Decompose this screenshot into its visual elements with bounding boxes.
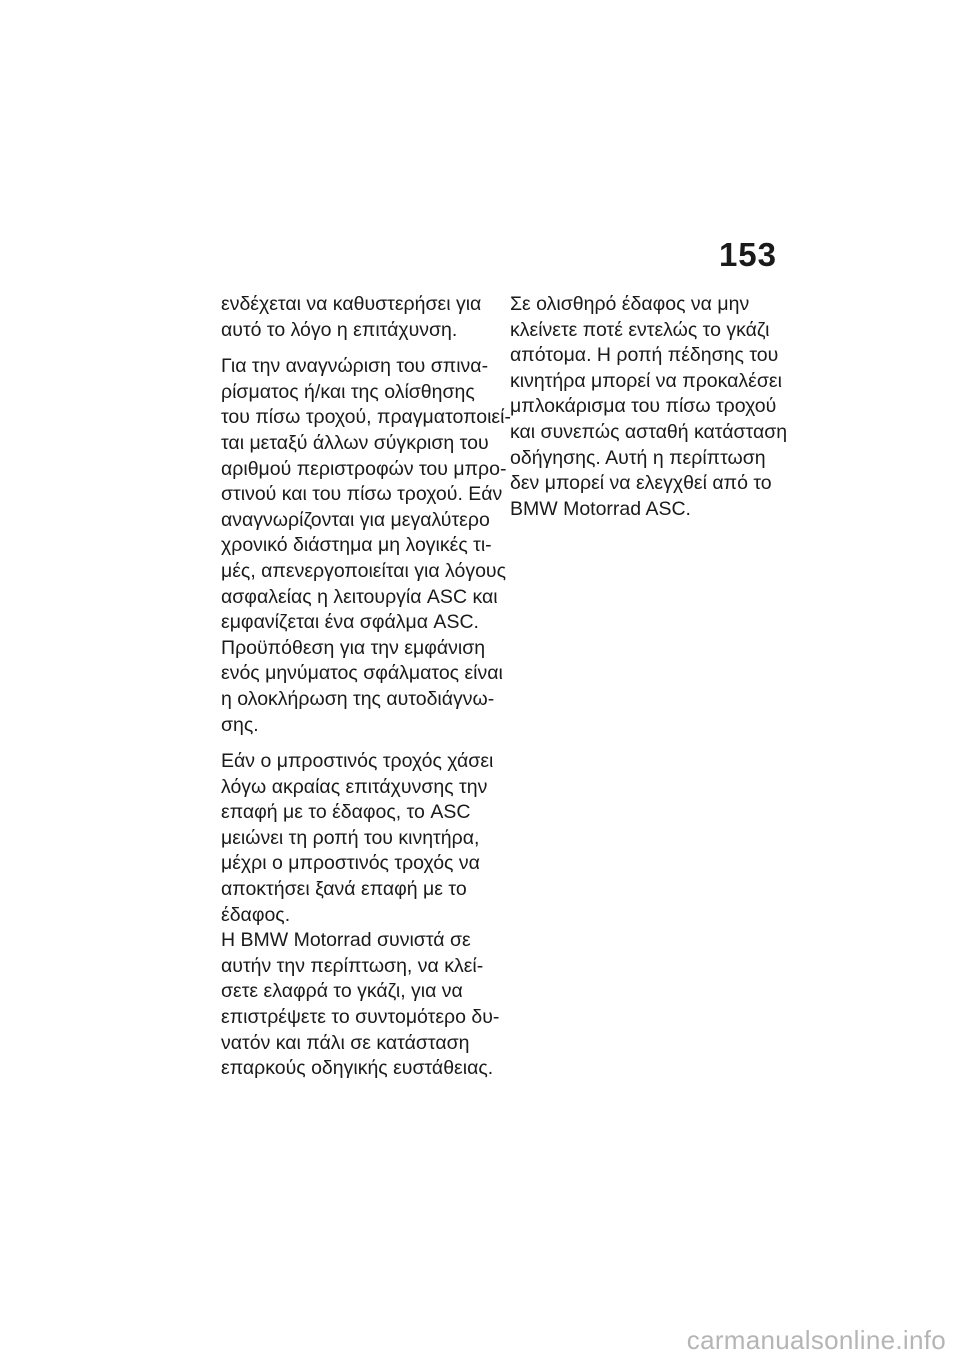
text-line: μπλοκάρισμα του πίσω τροχού [510, 395, 777, 418]
text-line: του πίσω τροχού, πραγματοποιεί- [221, 406, 511, 429]
text-line: μέχρι ο μπροστινός τροχός να [221, 852, 480, 875]
text-line: BMW Motorrad ASC. [510, 497, 691, 520]
paragraph [221, 928, 507, 1082]
text-line: αυτό το λόγο η επιτάχυνση. [221, 318, 458, 341]
text-line: Σε ολισθηρό έδαφος να μην [510, 293, 750, 315]
text-line: στινού και του πίσω τροχού. Εάν [221, 483, 503, 506]
text-line: χρονικό διάστημα μη λογικές τι- [221, 534, 492, 557]
text-line: σετε ελαφρά το γκάζι, για να [221, 980, 463, 1003]
text-line: κλείνετε ποτέ εντελώς το γκάζι [510, 318, 770, 341]
left-column [221, 292, 511, 1082]
text-line: νατόν και πάλι σε κατάσταση [221, 1031, 470, 1054]
text-line: Για την αναγνώριση του σπινα- [221, 355, 489, 378]
text-line: ενός μηνύματος σφάλματος είναι [221, 662, 503, 685]
text-line: επιστρέψετε το συντομότερο δυ- [221, 1006, 500, 1029]
text-line: αναγνωρίζονται για μεγαλύτερο [221, 508, 490, 531]
text-line: Η BMW Motorrad συνιστά σε [221, 929, 471, 952]
text-line: αποκτήσει ξανά επαφή με το [221, 878, 467, 901]
text-line: έδαφος. [221, 903, 291, 926]
text-line: μειώνει τη ροπή του κινητήρα, [221, 826, 480, 849]
text-line: επαρκούς οδηγικής ευστάθειας. [221, 1057, 494, 1080]
text-line: Εάν ο μπροστινός τροχός χάσει [221, 750, 494, 773]
paragraph [221, 749, 507, 928]
text-line: ρίσματος ή/και της ολίσθησης [221, 380, 475, 403]
text-line: ασφαλείας η λειτουργία ASC και [221, 585, 498, 608]
text-line: αριθμού περιστροφών του μπρο- [221, 457, 507, 480]
page-number: 153 [718, 236, 777, 273]
watermark: carmanualsonline.info [686, 1325, 946, 1355]
text-line: ται μεταξύ άλλων σύγκριση του [221, 431, 489, 454]
text-line: ενδέχεται να καθυστερήσει για [221, 293, 482, 315]
text-line: κινητήρα μπορεί να προκαλέσει [510, 369, 782, 392]
text-line: δεν μπορεί να ελεγχθεί από το [510, 472, 772, 495]
text-line: απότομα. Η ροπή πέδησης του [510, 344, 779, 367]
paragraph [510, 292, 796, 522]
text-line: και συνεπώς ασταθή κατάσταση [510, 420, 788, 443]
text-line: εμφανίζεται ένα σφάλμα ASC. [221, 611, 479, 634]
text-line: η ολοκλήρωση της αυτοδιάγνω- [221, 687, 495, 710]
text-line: Προϋπόθεση για την εμφάνιση [221, 636, 486, 659]
text-line: λόγω ακραίας επιτάχυνσης την [221, 775, 488, 798]
right-column [510, 292, 796, 522]
text-line: αυτήν την περίπτωση, να κλεί- [221, 954, 484, 977]
text-line: σης. [221, 713, 259, 736]
paragraph [221, 292, 507, 343]
paragraph [221, 354, 511, 738]
text-line: οδήγησης. Αυτή η περίπτωση [510, 446, 766, 469]
text-line: μές, απενεργοποιείται για λόγους [221, 559, 506, 582]
text-line: επαφή με το έδαφος, το ASC [221, 801, 471, 824]
